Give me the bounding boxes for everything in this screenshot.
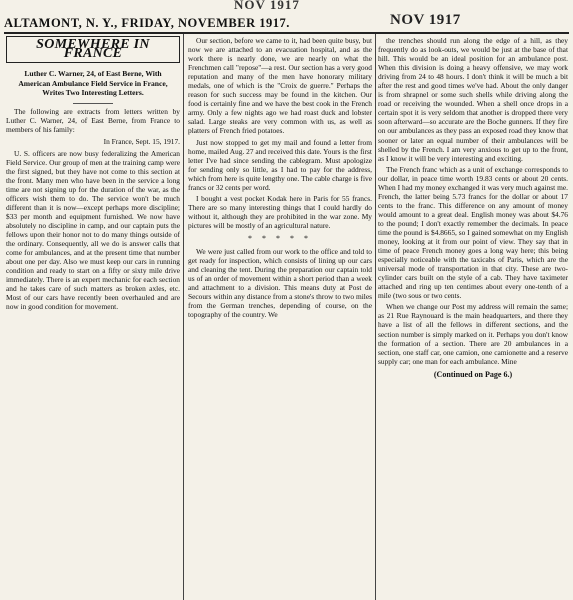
masthead-date-stamp: NOV 1917 — [390, 12, 461, 28]
received-date-stamp: NOV 1917 — [234, 0, 300, 12]
article-paragraph: Just now stopped to get my mail and found a letter from home, mailed Aug. 27 and received this date. Yours is the first letter I've had since sending the cablegram. Must apologize for sending only so little, as I had to pay for the address, which from here is quite lengthy one. The cable charge is five francs or 32 cents per word. — [188, 137, 372, 192]
column-1-body — [6, 107, 180, 311]
masthead-dateline: ALTAMONT, N. Y., FRIDAY, NOVEMBER 1917. — [4, 16, 290, 30]
column-2-body — [188, 36, 372, 319]
article-column-1 — [6, 36, 180, 600]
article-paragraph: U. S. officers are now busy federalizing the American Field Service. Our group of men at the training camp were the first signed, but they have not come to this section at the front. Many men who have been in the service a long time are not signing up for the duration of the war, as the officers wish them to do. The service won't be much different than it is now—except perhaps more discipline; $33 per month and equipment furnished. We now have absolutely no discipline in camp, and our captain puts the fellows upon their honor not to do many things outside of the ordinary. Consequently, all we do is answer calls that come for ambulances, and at the present time that number about one per day. Also we must keep our cars in running condition and ready to start on a fifty or sixty mile drive immediately. There is an expert mechanic for each section and he takes care of such matters as broken axles, etc. Most of our cars have recently been overhauled and are now in good condition for movement. — [6, 148, 180, 312]
headline-box — [6, 36, 180, 63]
masthead — [4, 10, 569, 32]
column-divider-2 — [375, 34, 376, 600]
article-paragraph: Our section, before we came to it, had been quite busy, but now we are attached to an evacuation hospital, and as the work there is nearly done, we are nearly on what the Frenchmen call "repose"—a rest. Our section has a very good reputation and many of the men have honorary military medals, one of which is the "Croix de guerre." Perhaps the reason for such success may be found in the kitchen. Our food is certainly fine and we have the best cook in the French army. Only a few nights ago we had roast duck and lobster salad. Large steaks are very common with us, as well as platters of French fried potatoes. — [188, 36, 372, 136]
article-paragraph: The French franc which as a unit of exchange corresponds to our dollar, in peace time worth 19.83 cents or about 20 cents. When I had my money exchanged it was very much against me. French, the latter being 5.73 francs for the dollar or about 17 cents to the franc. This difference on any amount of money would amount to a great deal. English money was about $4.76 to the pound; I don't exactly remember the decimals. In peace time the pound is $4.8665, so I gained somewhat on my English money, looking at it from our point of view. They say that in time of peace French money goes a long way here; this being especially noticeable with the taxicabs of Paris, which are the universal mode of transportation in that city. These are two-cylinder cars built on the style of a cab. They have taximeter attached and ring up ten centimes about every one-tenth of a mile (two sous or two cents. — [378, 164, 568, 301]
article-paragraph: We were just called from our work to the office and told to get ready for inspection, which consists of lining up our cars and cleaning the tent. During the preparation our captain told us of an order of movement within a short period than a week and attachment to a division. This means duty at Post de Secours within any distance from a stone's throw to two miles from the German trenches, depending of course, on the topography of the country. We — [188, 247, 372, 320]
article-paragraph: I bought a vest pocket Kodak here in Paris for 55 francs. There are so many interesting things that I could hardly do without it, although they are prohibited in the war zone. My pictures will be mostly of an agricultural nature. — [188, 193, 372, 230]
article-column-3 — [378, 36, 568, 600]
subhead-divider — [73, 103, 113, 104]
masthead-rule — [4, 32, 569, 34]
article-subhead: Luther C. Warner, 24, of East Berne, With American Ambulance Field Service in France, Writes Two Interesting Letters. — [18, 69, 168, 97]
article-paragraph: When we change our Post my address will remain the same; as 21 Rue Raynouard is the main headquarters, and there they have a list of all the fellows in different sections, and the section number is simply marked on it. Perhaps you don't know the formation of a section. There are 20 ambulances in a section, one staff car, one camion, one camionette and a reserve supply car; one man for each ambulance. Mine — [378, 302, 568, 366]
article-paragraph: the trenches should run along the edge of a hill, as they frequently do as look-outs, we would be just at the base of that hill. This would be an ideal position for an ambulance post. When this division is doing a heavy offensive, we may work driving from 24 to 48 hours. I don't think it will be much a bit after the rest and good times we've had. About the only danger is from shrapnel or some such shells while driving along the road or receiving the wounded. When a shell once drops in a certain spot it is very seldom that another is dropped there very soon afterward—so accurate are the Boche gunners. If they fire on our ambulances as they pass an exposed road they know that sooner or later an equal number of their ambulances will be shelled by the French. I am very anxious to get up to the front, as I know it will be very interesting and exciting. — [378, 36, 568, 163]
section-break: * * * * * — [248, 233, 312, 243]
column-divider-1 — [183, 34, 184, 600]
letter-dateline: In France, Sept. 15, 1917. — [103, 137, 180, 147]
article-headline: SOMEWHERE IN FRANCE — [36, 37, 150, 62]
article-paragraph: The following are extracts from letters written by Luther C. Warner, 24, of East Berne, from France to members of his family: — [6, 107, 180, 135]
column-3-body — [378, 36, 568, 379]
article-column-2 — [188, 36, 372, 600]
continued-note: (Continued on Page 6.) — [433, 369, 513, 379]
